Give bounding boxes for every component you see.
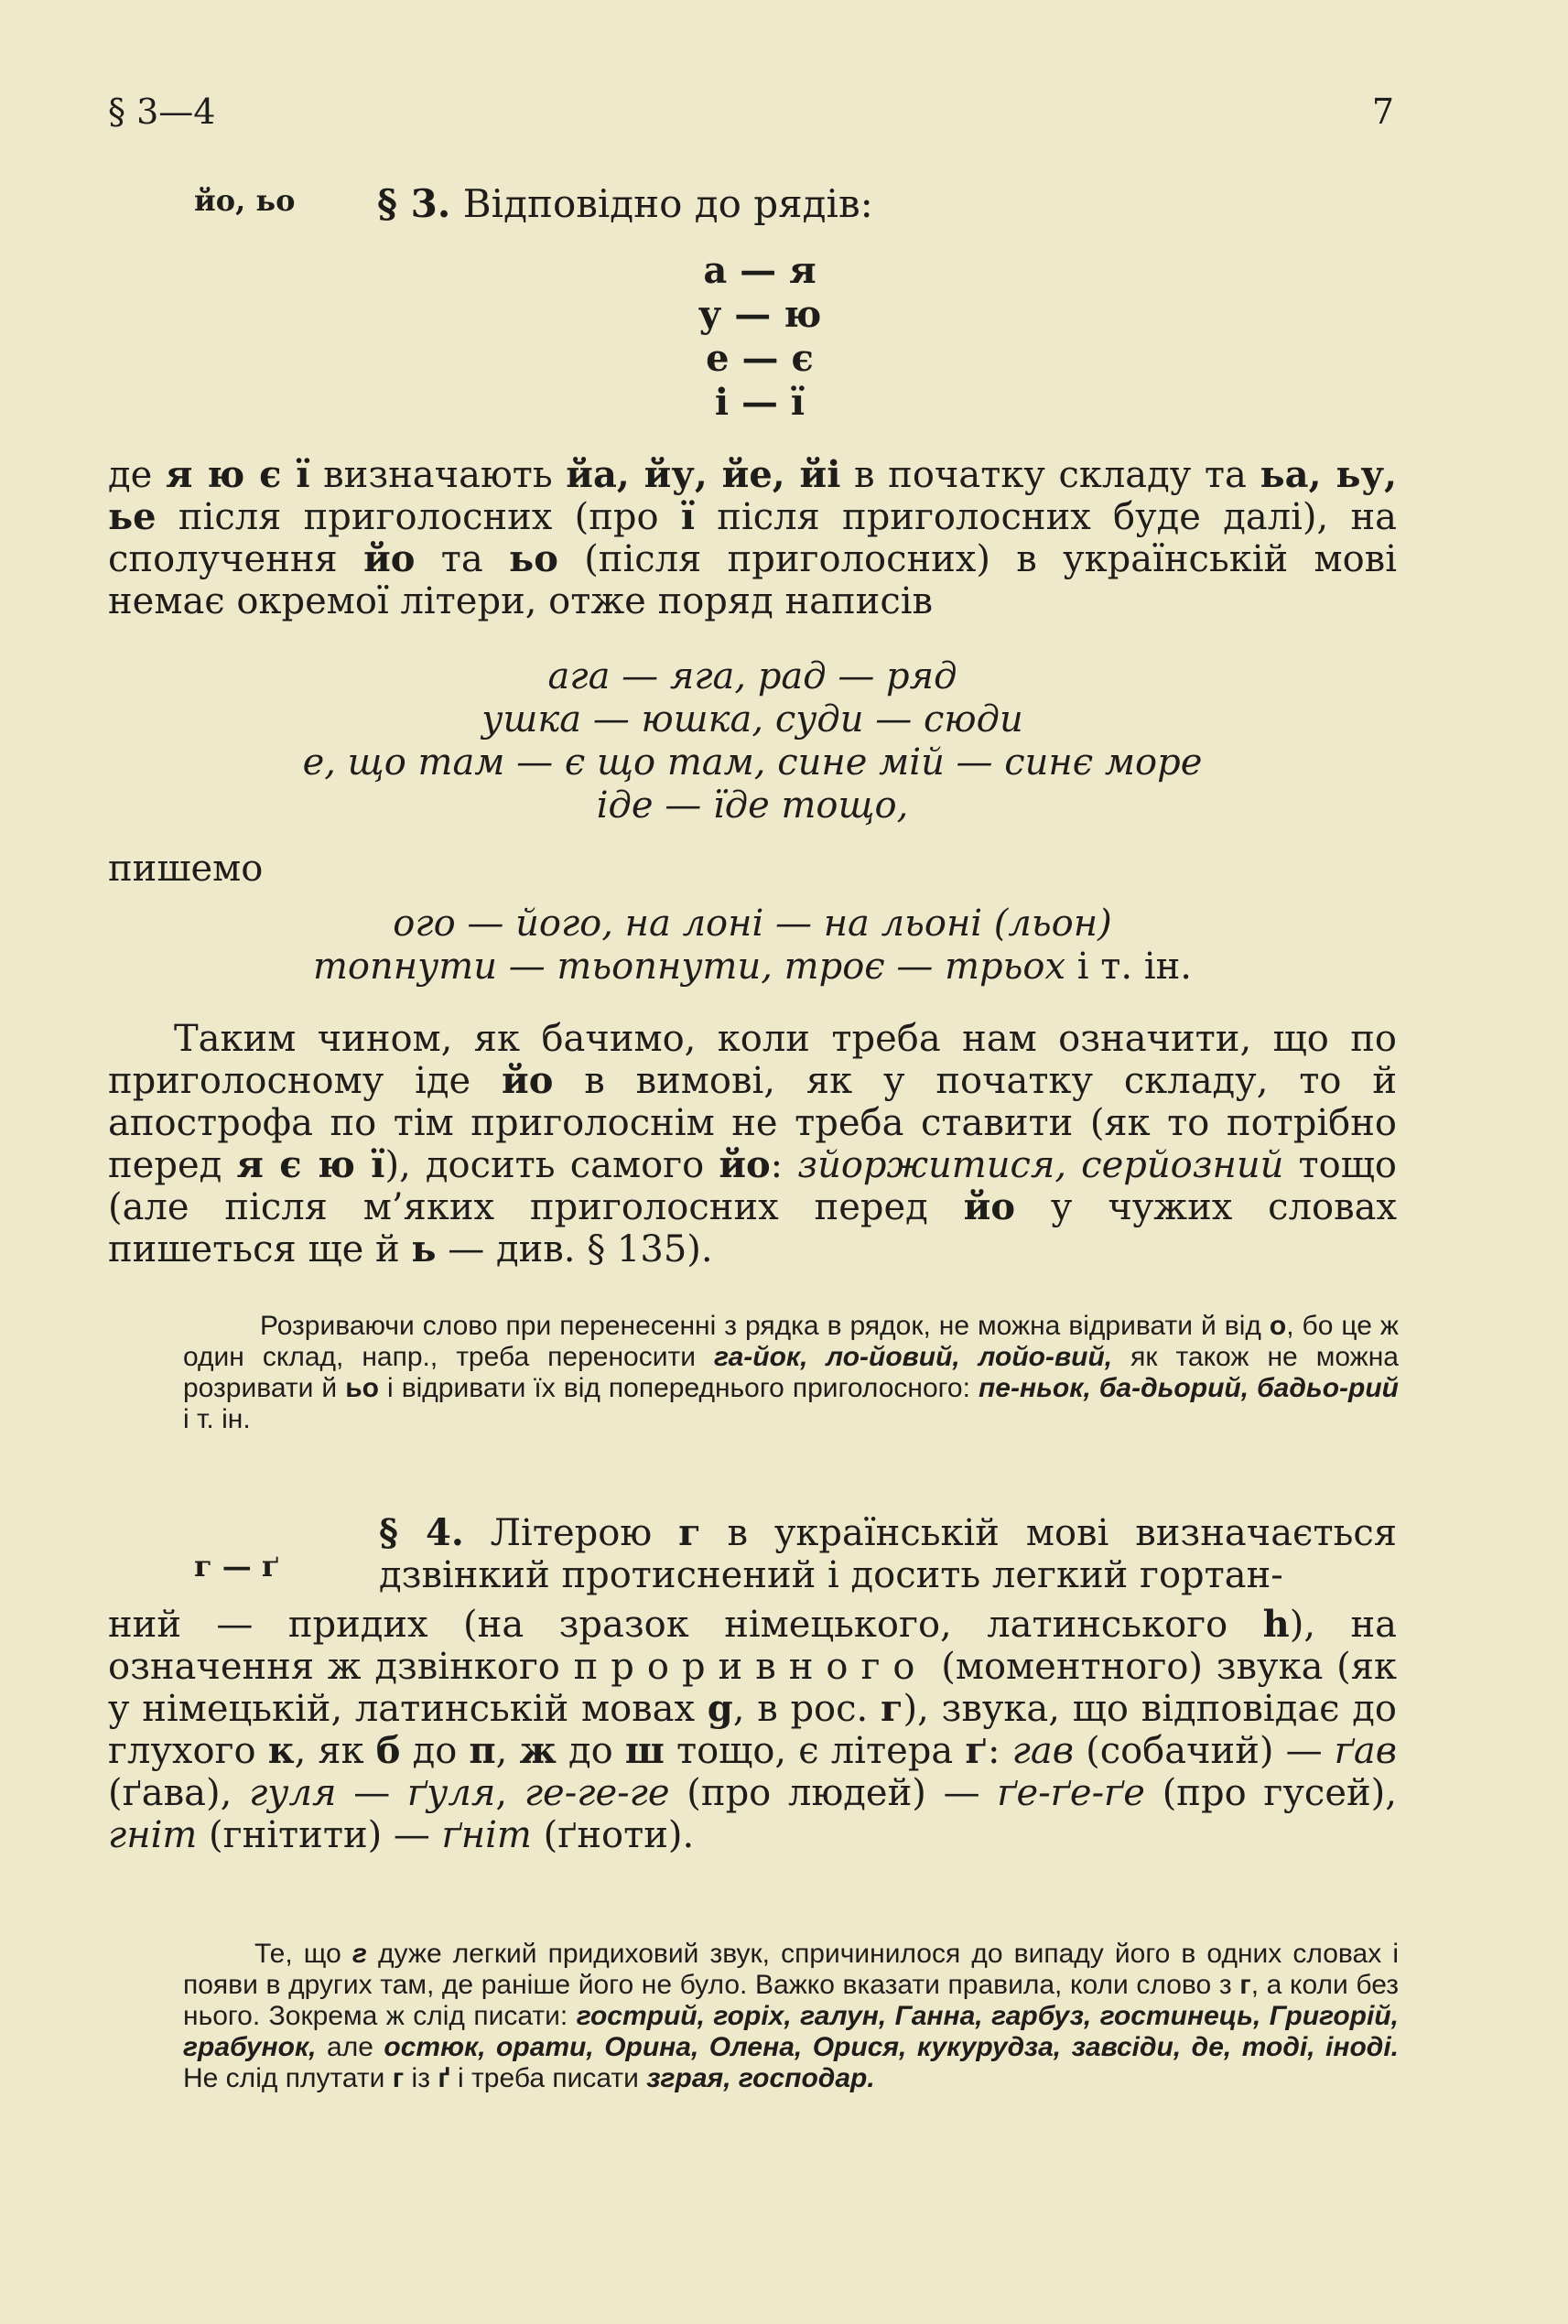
section-3-footnote: Розриваючи слово при перенесенні з рядка в рядок, не можна відривати й від о, бо це ж один склад, напр., треба переносити га-йок, ло-йовий, лойо-вий, як також не можна розривати й ьо і відривати їх від попереднього приголосного: пе-ньок, ба-дьорий, бадьо-рий і т. ін.	[183, 1311, 1399, 1434]
margin-note-sec3: йо, ьо	[194, 183, 296, 218]
example-line: іде — їде тощо,	[596, 784, 909, 827]
example-line: ушка — юшка, суди — сюди	[481, 698, 1023, 740]
section-4-paragraph: ний — придих (на зразок німецького, латинського h), на означення ж дзвінкого проривного (моментного) звука (як у німецькій, латинській мовах g, в рос. г), звука, що відповідає до глухого к, як б до п, ж до ш тощо, є літера ґ: гав (собачий) — ґав (ґава), гуля — ґуля, ге-ге-ге (про людей) — ґе-ґе-ґе (про гусей), гніт (гнітити) — ґніт (ґноти).	[108, 1603, 1398, 1856]
section-4-number: § 4.	[379, 1511, 464, 1554]
section-4-footnote: Те, що г дуже легкий придиховий звук, спричинилося до випаду його в одних словах і появи в других там, де раніше його не було. Важко вказати правила, коли слово з г, а коли без нього. Зокрема ж слід писати: гострий, горіх, галун, Ганна, гарбуз, гостинець, Григорій, грабунок, але остюк, орати, Орина, Олена, Орися, кукурудза, завсіди, де, тоді, іноді. Не слід плутати г із ґ і треба писати зграя, господар.	[183, 1939, 1400, 2093]
margin-note-sec4: г — ґ	[194, 1549, 280, 1584]
running-header-section: § 3—4	[108, 92, 216, 132]
example-line: ого — його, на лоні — на льоні (льон)	[393, 903, 1112, 945]
section-3-number: § 3.	[377, 181, 451, 226]
example-line: ага — яга, рад — ряд	[547, 655, 957, 697]
page-number: 7	[1371, 92, 1394, 132]
example-line: топнути — тьопнути, троє — трьох і т. ін.	[312, 946, 1193, 988]
letter-pair: і — ї	[714, 381, 806, 424]
examples-block-2	[108, 903, 1397, 989]
examples-block-1	[108, 655, 1397, 827]
section-3-heading	[377, 181, 873, 226]
section-3-paragraph-1: де я ю є ї визначають йа, йу, йе, йі в початку складу та ьа, ьу, ье після приголосних (про ї після приголосних буде далі), на сполучення йо та ьо (після приголосних) в українській мові немає окремої літери, отже поряд написів	[108, 453, 1397, 622]
letter-pairs	[641, 249, 879, 425]
example-line: е, що там — є що там, сине мій — синє море	[302, 741, 1203, 784]
we-write-label: пишемо	[108, 848, 264, 890]
letter-pair: е — є	[706, 337, 814, 380]
section-3-title: Відповідно до рядів:	[450, 181, 873, 226]
section-3-paragraph-2: Таким чином, як бачимо, коли треба нам означити, що по приголосному іде йо в вимові, як у початку складу, то й апострофа по тім приголоснім не треба ставити (як то потрібно перед я є ю ї), досить самого йо: зйоржитися, серйозний тощо (але після м’яких приголосних перед йо у чужих словах пишеться ще й ь — див. § 135).	[108, 1018, 1398, 1270]
section-4-opening: § 4. Літерою г в українській мові визначається дзвінкий протиснений і досить легкий гортан-	[379, 1511, 1397, 1596]
letter-pair: у — ю	[697, 293, 822, 336]
letter-pair: а — я	[703, 249, 816, 292]
